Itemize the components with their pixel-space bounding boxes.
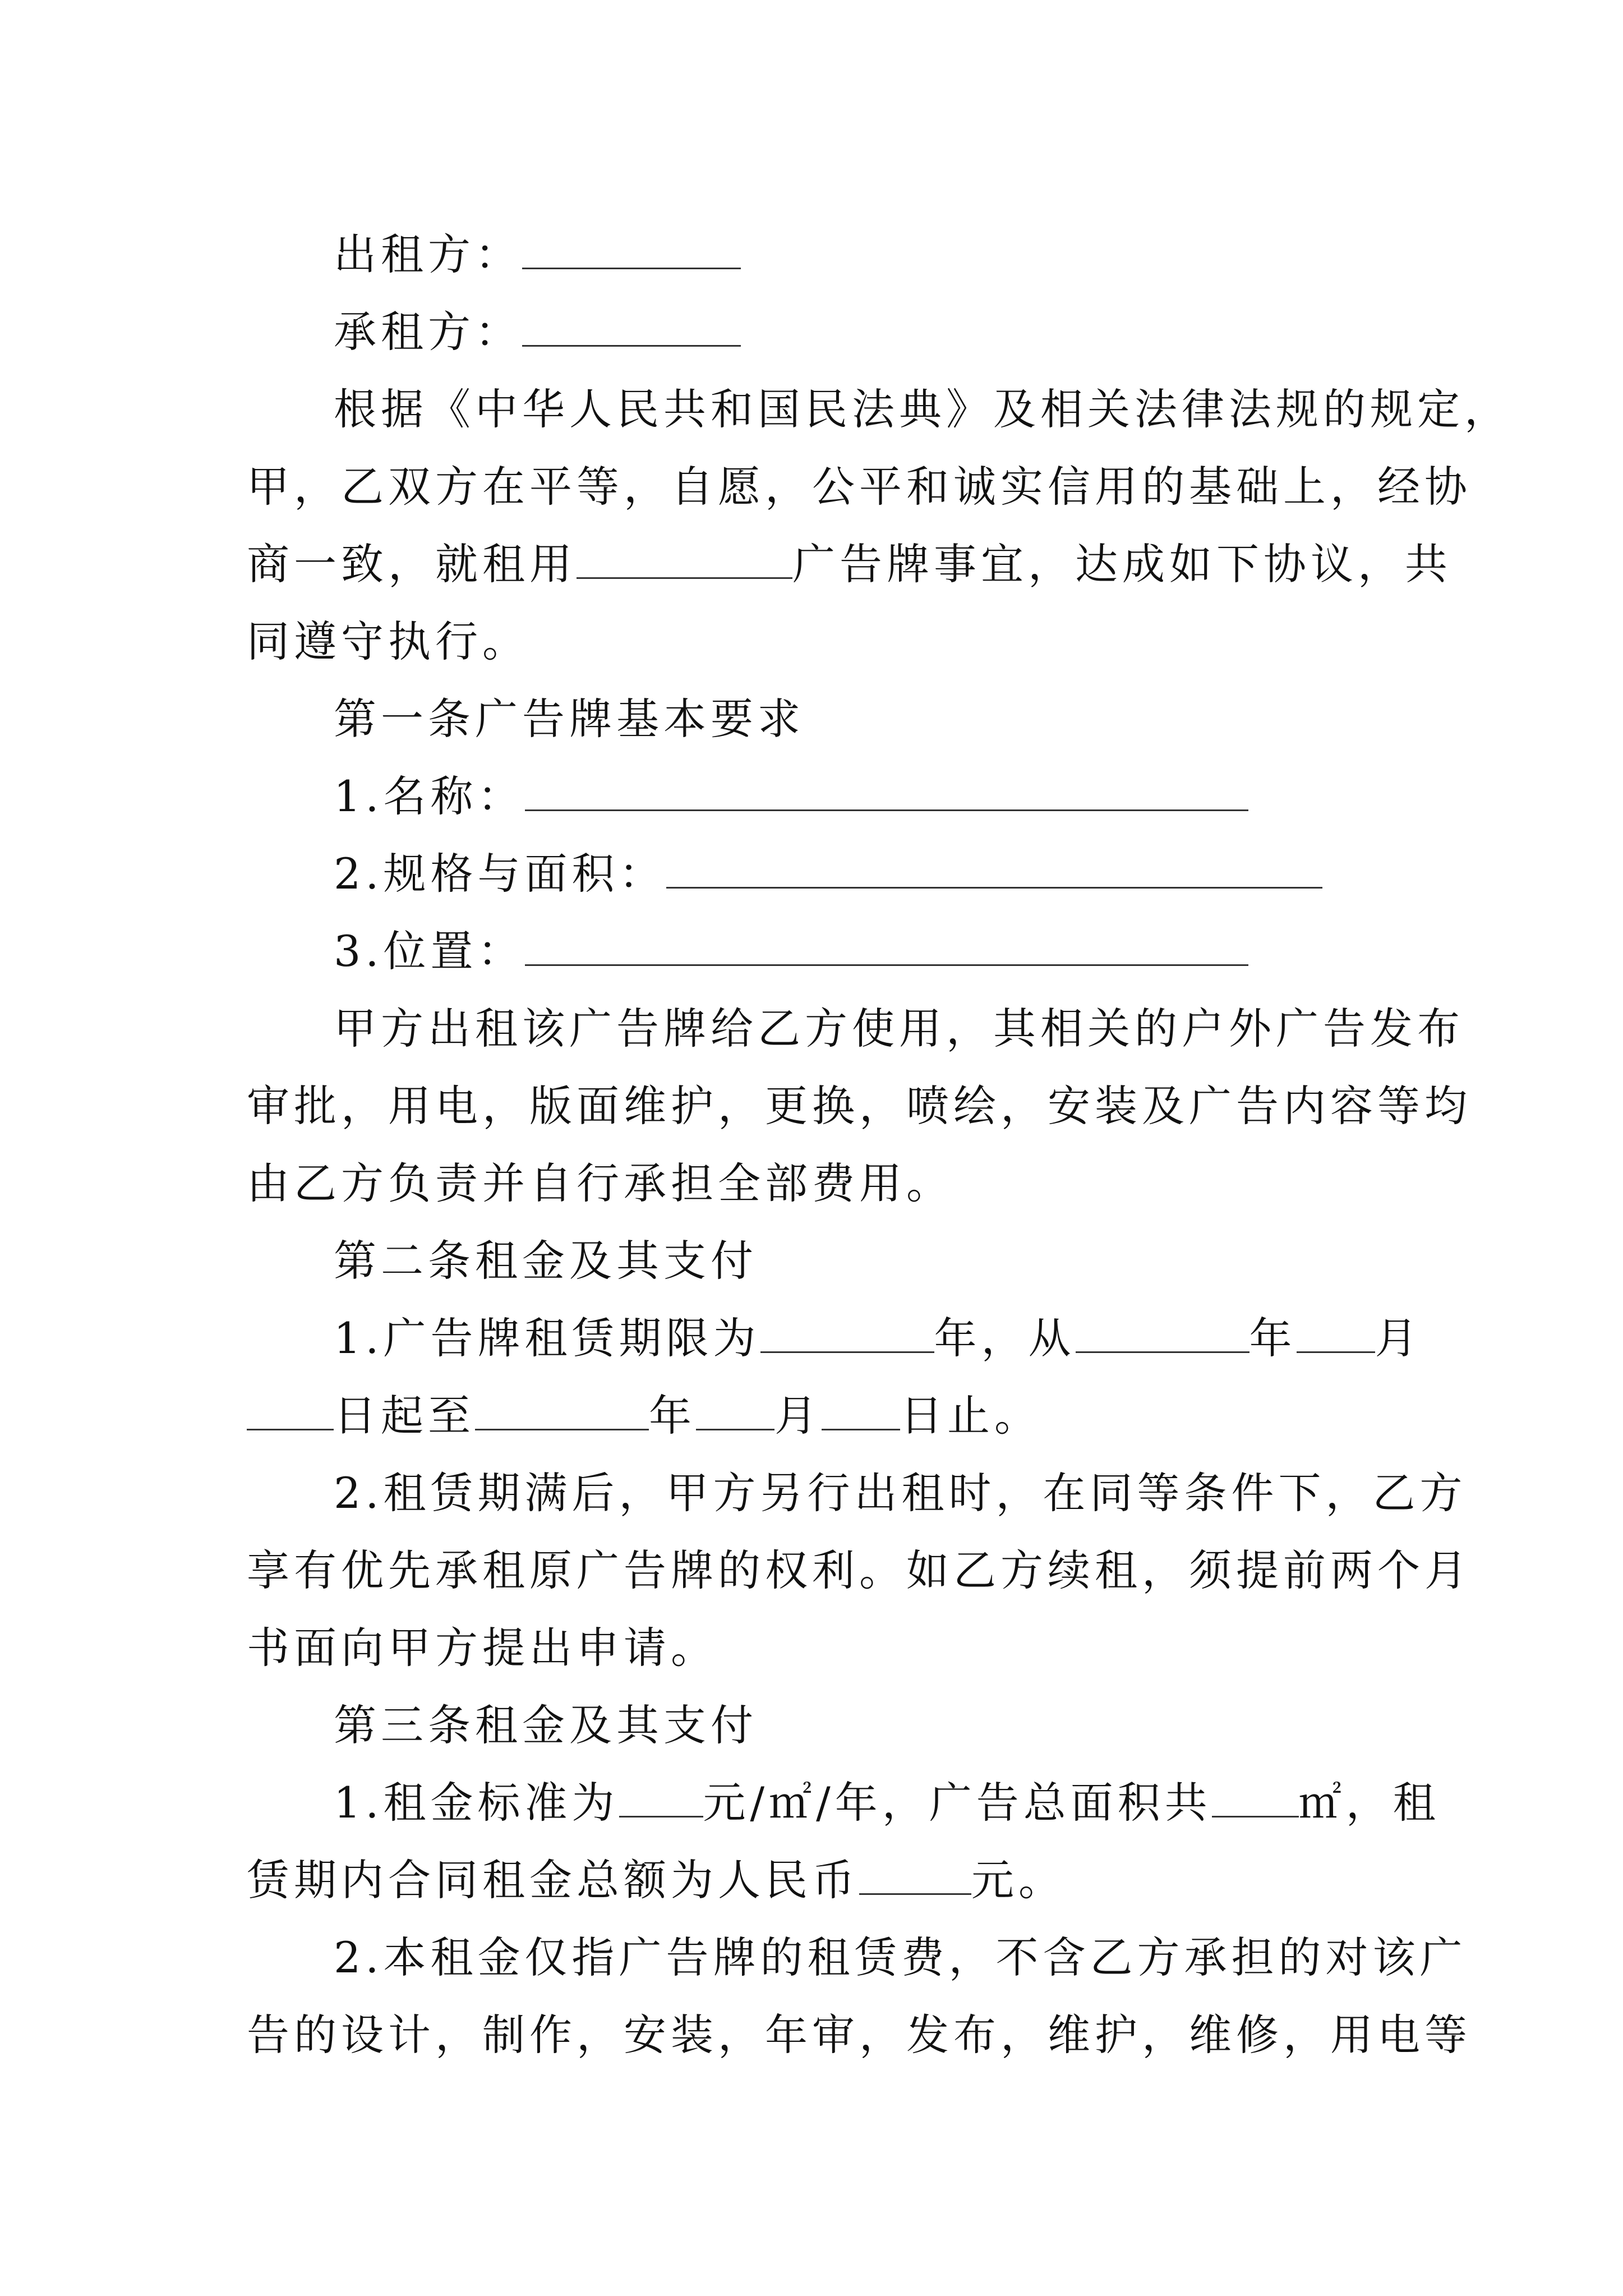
lease-term-text-g: 月 — [774, 1391, 822, 1441]
preamble-text-b: 广告牌事宜，达成如下协议，共 — [792, 539, 1452, 589]
preamble-line-2: 甲，乙双方在平等，自愿，公平和诚实信用的基础上，经协 — [247, 462, 1472, 512]
item-location-label: 3.位置： — [334, 926, 525, 976]
lessor-label: 出租方： — [334, 229, 522, 279]
item-spec-line — [247, 835, 1391, 913]
start-day-blank — [247, 1392, 334, 1430]
item-name-blank — [525, 772, 1248, 811]
item-name-label: 1.名称： — [334, 771, 525, 821]
preamble-line-3 — [247, 526, 1452, 603]
lease-term-text-a: 1.广告牌租赁期限为 — [334, 1313, 760, 1363]
lessee-blank — [522, 308, 741, 347]
rent-line-1 — [247, 1764, 1440, 1842]
article-1-heading: 第一条广告牌基本要求 — [334, 694, 805, 744]
start-year-blank — [1076, 1314, 1249, 1353]
item-spec-label: 2.规格与面积： — [334, 849, 666, 899]
lessor-blank — [522, 231, 741, 269]
total-rent-blank — [859, 1856, 971, 1895]
lease-term-text-h: 日止。 — [900, 1391, 1041, 1441]
lease-term-text-b: 年，从 — [934, 1313, 1076, 1363]
lease-term-text-c: 年 — [1249, 1313, 1297, 1363]
rent-line-2 — [247, 1842, 1391, 1919]
end-month-blank — [696, 1392, 774, 1430]
lease-term-text-e: 日起至 — [334, 1391, 475, 1441]
rent-scope-line-1: 2.本租金仅指广告牌的租赁费，不含乙方承担的对该广 — [334, 1932, 1467, 1982]
lease-years-blank — [760, 1314, 934, 1353]
billboard-name-blank — [577, 540, 792, 579]
item-spec-blank — [666, 850, 1322, 889]
rent-scope-line-2: 告的设计，制作，安装，年审，发布，维护，维修，用电等 — [247, 2010, 1472, 2060]
rent-text-b: 元/㎡/年，广告总面积共 — [703, 1778, 1212, 1828]
rent-text-d: 赁期内合同租金总额为人民币 — [247, 1855, 859, 1905]
lessee-line — [247, 293, 1391, 371]
article-2-heading: 第二条租金及其支付 — [334, 1236, 758, 1286]
end-year-blank — [475, 1392, 649, 1430]
end-day-blank — [822, 1392, 900, 1430]
lessor-line — [247, 216, 1391, 293]
article-3-heading: 第三条租金及其支付 — [334, 1700, 758, 1750]
rent-text-e: 元。 — [971, 1855, 1066, 1905]
item-location-blank — [525, 927, 1248, 966]
lessee-label: 承租方： — [334, 307, 522, 357]
preamble-text-a: 商一致，就租用 — [247, 539, 577, 589]
responsibility-line-2: 审批，用电，版面维护，更换，喷绘，安装及广告内容等均 — [247, 1081, 1472, 1131]
preamble-line-1: 根据《中华人民共和国民法典》及相关法律法规的规定， — [334, 384, 1511, 434]
lease-term-text-f: 年 — [649, 1391, 696, 1441]
item-name-line — [247, 758, 1391, 835]
item-location-line — [247, 913, 1391, 990]
preamble-line-4: 同遵守执行。 — [247, 616, 529, 666]
rent-text-a: 1.租金标准为 — [334, 1778, 619, 1828]
rent-text-c: ㎡，租 — [1298, 1778, 1440, 1828]
renewal-line-3: 书面向甲方提出申请。 — [247, 1623, 718, 1673]
lease-term-text-d: 月 — [1375, 1313, 1422, 1363]
start-month-blank — [1297, 1314, 1375, 1353]
renewal-line-1: 2.租赁期满后，甲方另行出租时，在同等条件下，乙方 — [334, 1468, 1467, 1518]
lease-term-line-2 — [247, 1377, 1391, 1455]
responsibility-line-3: 由乙方负责并自行承担全部费用。 — [247, 1158, 953, 1208]
rent-rate-blank — [619, 1779, 703, 1818]
document-page — [247, 216, 1511, 2074]
responsibility-line-1: 甲方出租该广告牌给乙方使用，其相关的户外广告发布 — [334, 1004, 1464, 1053]
lease-term-line-1 — [247, 1300, 1422, 1377]
area-blank — [1212, 1779, 1299, 1818]
renewal-line-2: 享有优先承租原广告牌的权利。如乙方续租，须提前两个月 — [247, 1545, 1472, 1595]
